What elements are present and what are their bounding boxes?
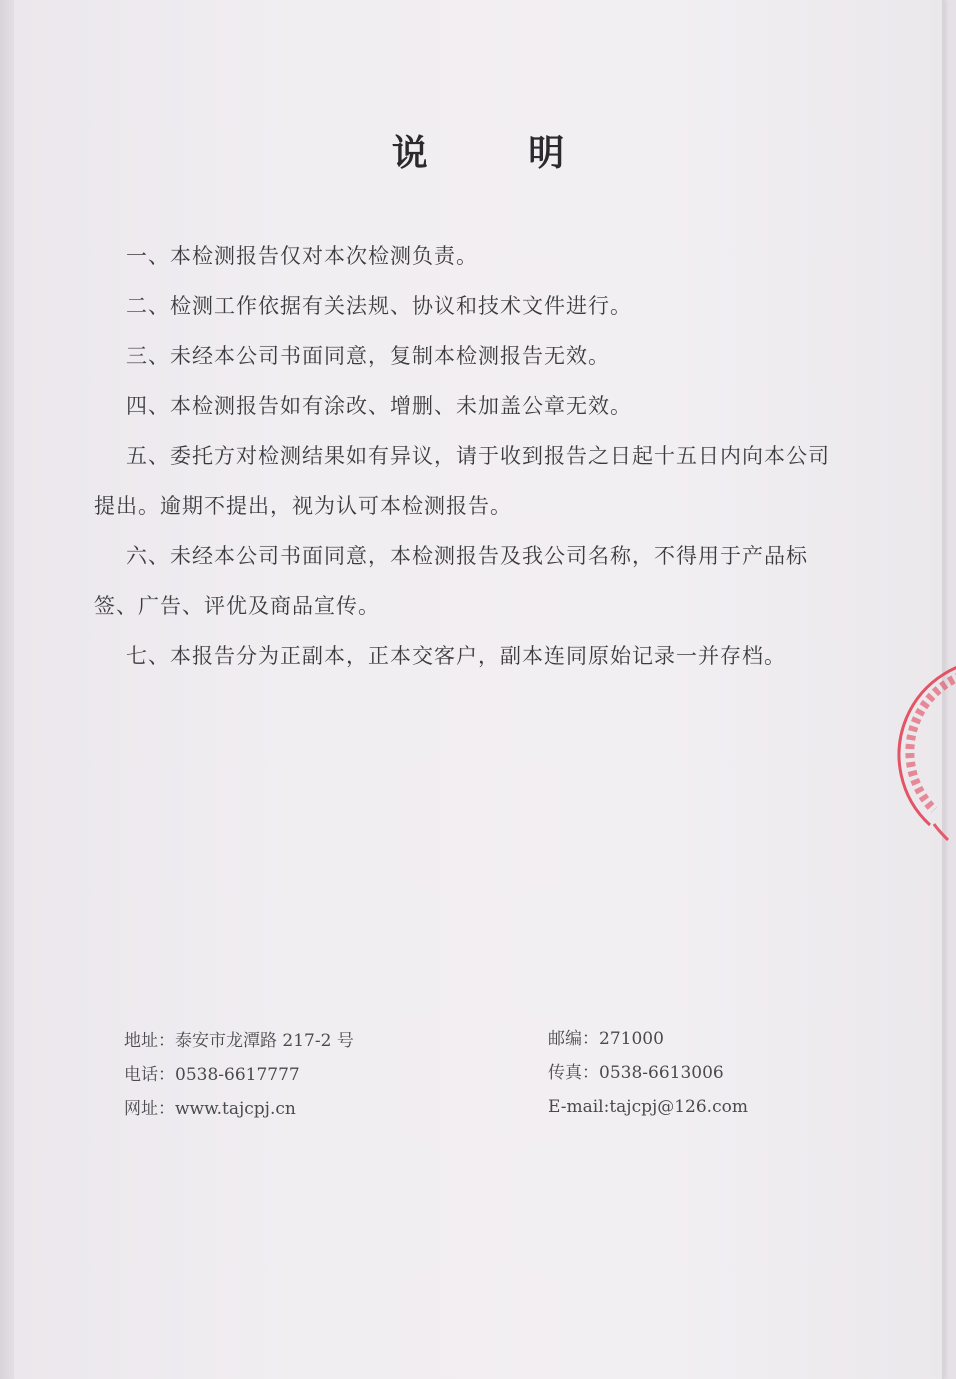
- page-shadow-edge: [0, 0, 14, 1379]
- notes-list: [94, 231, 834, 681]
- note-item-4: 四、本检测报告如有涂改、增删、未加盖公章无效。: [126, 394, 632, 418]
- contact-phone: 电话：0538-6617777: [124, 1065, 300, 1085]
- contact-email: E-mail:tajcpj@126.com: [548, 1097, 748, 1117]
- contact-postcode: 邮编：271000: [548, 1029, 664, 1049]
- note-item-1: 一、本检测报告仅对本次检测负责。: [126, 244, 478, 268]
- note-item-2: 二、检测工作依据有关法规、协议和技术文件进行。: [126, 294, 632, 318]
- note-item-6: 六、未经本公司书面同意，本检测报告及我公司名称，不得用于产品标签、广告、评优及商品宣传。: [94, 544, 808, 618]
- document-title: 说 明: [391, 132, 609, 174]
- note-item-7: 七、本报告分为正副本，正本交客户，副本连同原始记录一并存档。: [126, 644, 786, 668]
- note-item-5: 五、委托方对检测结果如有异议，请于收到报告之日起十五日内向本公司提出。逾期不提出，视为认可本检测报告。: [94, 444, 830, 518]
- red-seal-stamp-icon: [890, 640, 956, 860]
- contact-website: 网址：www.tajcpj.cn: [124, 1099, 296, 1119]
- contact-address: 地址：泰安市龙潭路 217-2 号: [124, 1031, 354, 1051]
- contact-block-left: [124, 1024, 484, 1126]
- document-page: [14, 0, 944, 1379]
- contact-fax: 传真：0538-6613006: [548, 1063, 724, 1083]
- contact-block-right: [548, 1022, 868, 1124]
- note-item-3: 三、未经本公司书面同意，复制本检测报告无效。: [126, 344, 610, 368]
